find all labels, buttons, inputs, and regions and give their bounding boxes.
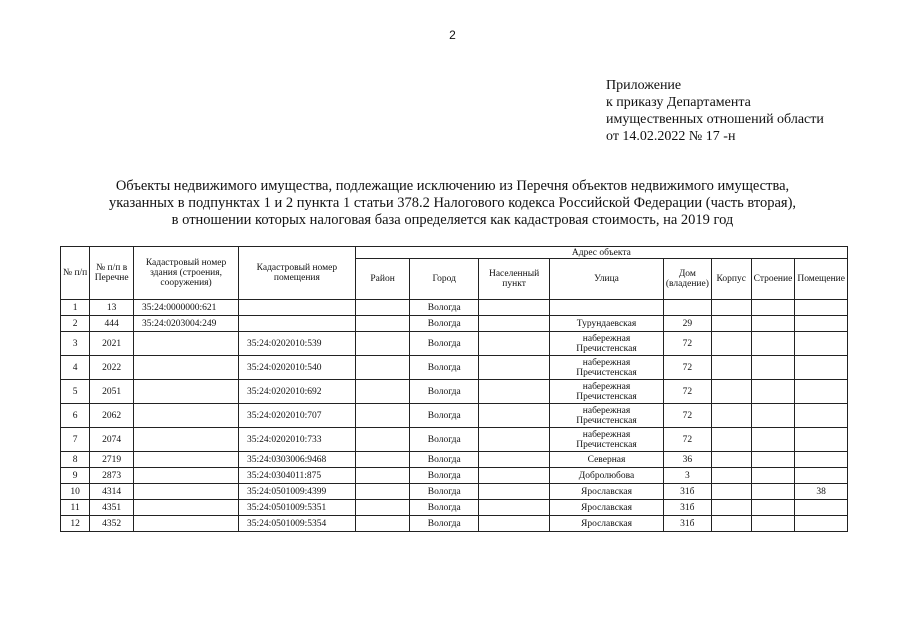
header-num: № п/п <box>61 247 90 300</box>
city-cell: Вологда <box>410 468 479 484</box>
house-cell: 3 <box>663 468 711 484</box>
header-street: Улица <box>550 259 664 300</box>
num-cell: 11 <box>61 500 90 516</box>
house-cell: 72 <box>663 356 711 380</box>
building-cadastral-cell <box>134 428 239 452</box>
pomeshchenie-cell <box>795 516 848 532</box>
num-cell: 8 <box>61 452 90 468</box>
list-num-cell: 2873 <box>90 468 134 484</box>
header-address: Адрес объекта <box>355 247 847 259</box>
list-num-cell: 2021 <box>90 332 134 356</box>
title-line-2: указанных в подпунктах 1 и 2 пункта 1 статьи 378.2 Налогового кодекса Российской Федерации (часть вторая), <box>108 195 797 211</box>
city-cell: Вологда <box>410 316 479 332</box>
house-cell: 36 <box>663 452 711 468</box>
house-cell: 72 <box>663 332 711 356</box>
street-cell: Ярославская <box>550 484 664 500</box>
pomeshchenie-cell <box>795 316 848 332</box>
list-num-cell: 4352 <box>90 516 134 532</box>
table-row <box>61 484 848 500</box>
header-pomeshchenie: Помещение <box>795 259 848 300</box>
appendix-block <box>606 77 824 145</box>
city-cell: Вологда <box>410 452 479 468</box>
pomeshchenie-cell: 38 <box>795 484 848 500</box>
korpus-cell <box>711 332 751 356</box>
pomeshchenie-cell <box>795 332 848 356</box>
num-cell: 12 <box>61 516 90 532</box>
street-cell: Ярославская <box>550 500 664 516</box>
room-cadastral-cell: 35:24:0501009:5351 <box>239 500 356 516</box>
room-cadastral-cell <box>239 300 356 316</box>
table-row <box>61 316 848 332</box>
locality-cell <box>478 484 549 500</box>
document-title <box>0 178 905 229</box>
title-line-3: в отношении которых налоговая база определяется как кадастровая стоимость, на 2019 год <box>171 212 734 228</box>
house-cell: 31б <box>663 484 711 500</box>
building-cadastral-cell <box>134 404 239 428</box>
street-cell: Добролюбова <box>550 468 664 484</box>
house-cell: 31б <box>663 500 711 516</box>
page-number: 2 <box>449 28 456 42</box>
appendix-line-1: Приложение <box>606 78 682 93</box>
header-house: Дом (владение) <box>663 259 711 300</box>
num-cell: 4 <box>61 356 90 380</box>
district-cell <box>355 332 410 356</box>
table-row <box>61 356 848 380</box>
table-row <box>61 452 848 468</box>
house-cell <box>663 300 711 316</box>
district-cell <box>355 300 410 316</box>
stroenie-cell <box>751 356 795 380</box>
room-cadastral-cell: 35:24:0202010:707 <box>239 404 356 428</box>
table-row <box>61 428 848 452</box>
stroenie-cell <box>751 452 795 468</box>
street-cell <box>550 300 664 316</box>
list-num-cell: 2022 <box>90 356 134 380</box>
pomeshchenie-cell <box>795 468 848 484</box>
district-cell <box>355 380 410 404</box>
room-cadastral-cell: 35:24:0303006:9468 <box>239 452 356 468</box>
locality-cell <box>478 316 549 332</box>
pomeshchenie-cell <box>795 404 848 428</box>
num-cell: 7 <box>61 428 90 452</box>
building-cadastral-cell <box>134 332 239 356</box>
table-row <box>61 300 848 316</box>
pomeshchenie-cell <box>795 356 848 380</box>
locality-cell <box>478 516 549 532</box>
building-cadastral-cell: 35:24:0203004:249 <box>134 316 239 332</box>
list-num-cell: 2062 <box>90 404 134 428</box>
city-cell: Вологда <box>410 500 479 516</box>
header-city: Город <box>410 259 479 300</box>
header-building-cadastral: Кадастровый номер здания (строения, сооружения) <box>134 247 239 300</box>
korpus-cell <box>711 428 751 452</box>
district-cell <box>355 428 410 452</box>
num-cell: 10 <box>61 484 90 500</box>
building-cadastral-cell <box>134 356 239 380</box>
list-num-cell: 2051 <box>90 380 134 404</box>
locality-cell <box>478 300 549 316</box>
locality-cell <box>478 404 549 428</box>
num-cell: 1 <box>61 300 90 316</box>
district-cell <box>355 516 410 532</box>
room-cadastral-cell <box>239 316 356 332</box>
locality-cell <box>478 356 549 380</box>
room-cadastral-cell: 35:24:0202010:733 <box>239 428 356 452</box>
district-cell <box>355 484 410 500</box>
street-cell: Северная <box>550 452 664 468</box>
room-cadastral-cell: 35:24:0304011:875 <box>239 468 356 484</box>
city-cell: Вологда <box>410 300 479 316</box>
stroenie-cell <box>751 468 795 484</box>
city-cell: Вологда <box>410 484 479 500</box>
city-cell: Вологда <box>410 332 479 356</box>
building-cadastral-cell <box>134 500 239 516</box>
street-cell: Турундаевская <box>550 316 664 332</box>
korpus-cell <box>711 356 751 380</box>
building-cadastral-cell <box>134 452 239 468</box>
list-num-cell: 4314 <box>90 484 134 500</box>
locality-cell <box>478 468 549 484</box>
table-row <box>61 404 848 428</box>
street-cell: набережная Пречистенская <box>550 356 664 380</box>
list-num-cell: 2719 <box>90 452 134 468</box>
district-cell <box>355 316 410 332</box>
building-cadastral-cell <box>134 468 239 484</box>
objects-table <box>60 246 848 532</box>
num-cell: 6 <box>61 404 90 428</box>
korpus-cell <box>711 300 751 316</box>
header-korpus: Корпус <box>711 259 751 300</box>
stroenie-cell <box>751 332 795 356</box>
title-line-1: Объекты недвижимого имущества, подлежащие исключению из Перечня объектов недвижимого имущества, <box>115 178 790 194</box>
korpus-cell <box>711 484 751 500</box>
header-room-cadastral: Кадастровый номер помещения <box>239 247 356 300</box>
house-cell: 29 <box>663 316 711 332</box>
stroenie-cell <box>751 516 795 532</box>
district-cell <box>355 468 410 484</box>
pomeshchenie-cell <box>795 380 848 404</box>
stroenie-cell <box>751 380 795 404</box>
room-cadastral-cell: 35:24:0202010:692 <box>239 380 356 404</box>
building-cadastral-cell <box>134 380 239 404</box>
pomeshchenie-cell <box>795 500 848 516</box>
pomeshchenie-cell <box>795 452 848 468</box>
korpus-cell <box>711 404 751 428</box>
list-num-cell: 444 <box>90 316 134 332</box>
city-cell: Вологда <box>410 516 479 532</box>
house-cell: 72 <box>663 404 711 428</box>
korpus-cell <box>711 468 751 484</box>
list-num-cell: 13 <box>90 300 134 316</box>
appendix-line-3: имущественных отношений области <box>606 112 824 127</box>
room-cadastral-cell: 35:24:0501009:5354 <box>239 516 356 532</box>
korpus-cell <box>711 380 751 404</box>
city-cell: Вологда <box>410 380 479 404</box>
stroenie-cell <box>751 500 795 516</box>
district-cell <box>355 452 410 468</box>
room-cadastral-cell: 35:24:0202010:540 <box>239 356 356 380</box>
table-row <box>61 332 848 356</box>
header-locality: Населенный пункт <box>478 259 549 300</box>
locality-cell <box>478 428 549 452</box>
room-cadastral-cell: 35:24:0501009:4399 <box>239 484 356 500</box>
table-row <box>61 380 848 404</box>
appendix-line-2: к приказу Департамента <box>606 95 751 110</box>
list-num-cell: 4351 <box>90 500 134 516</box>
street-cell: набережная Пречистенская <box>550 380 664 404</box>
district-cell <box>355 404 410 428</box>
stroenie-cell <box>751 484 795 500</box>
table-row <box>61 468 848 484</box>
header-district: Район <box>355 259 410 300</box>
korpus-cell <box>711 500 751 516</box>
city-cell: Вологда <box>410 428 479 452</box>
street-cell: набережная Пречистенская <box>550 404 664 428</box>
table-body <box>61 300 848 532</box>
stroenie-cell <box>751 404 795 428</box>
building-cadastral-cell <box>134 516 239 532</box>
table-row <box>61 516 848 532</box>
district-cell <box>355 500 410 516</box>
table-row <box>61 500 848 516</box>
locality-cell <box>478 380 549 404</box>
room-cadastral-cell: 35:24:0202010:539 <box>239 332 356 356</box>
num-cell: 5 <box>61 380 90 404</box>
district-cell <box>355 356 410 380</box>
stroenie-cell <box>751 300 795 316</box>
korpus-cell <box>711 452 751 468</box>
house-cell: 31б <box>663 516 711 532</box>
appendix-line-4: от 14.02.2022 № 17 -н <box>606 129 736 144</box>
locality-cell <box>478 332 549 356</box>
street-cell: набережная Пречистенская <box>550 428 664 452</box>
stroenie-cell <box>751 316 795 332</box>
locality-cell <box>478 500 549 516</box>
street-cell: набережная Пречистенская <box>550 332 664 356</box>
list-num-cell: 2074 <box>90 428 134 452</box>
num-cell: 3 <box>61 332 90 356</box>
pomeshchenie-cell <box>795 300 848 316</box>
city-cell: Вологда <box>410 404 479 428</box>
pomeshchenie-cell <box>795 428 848 452</box>
house-cell: 72 <box>663 428 711 452</box>
building-cadastral-cell <box>134 484 239 500</box>
city-cell: Вологда <box>410 356 479 380</box>
korpus-cell <box>711 316 751 332</box>
house-cell: 72 <box>663 380 711 404</box>
street-cell: Ярославская <box>550 516 664 532</box>
num-cell: 9 <box>61 468 90 484</box>
korpus-cell <box>711 516 751 532</box>
locality-cell <box>478 452 549 468</box>
header-stroenie: Строение <box>751 259 795 300</box>
stroenie-cell <box>751 428 795 452</box>
header-list-num: № п/п в Перечне <box>90 247 134 300</box>
building-cadastral-cell: 35:24:0000000:621 <box>134 300 239 316</box>
num-cell: 2 <box>61 316 90 332</box>
